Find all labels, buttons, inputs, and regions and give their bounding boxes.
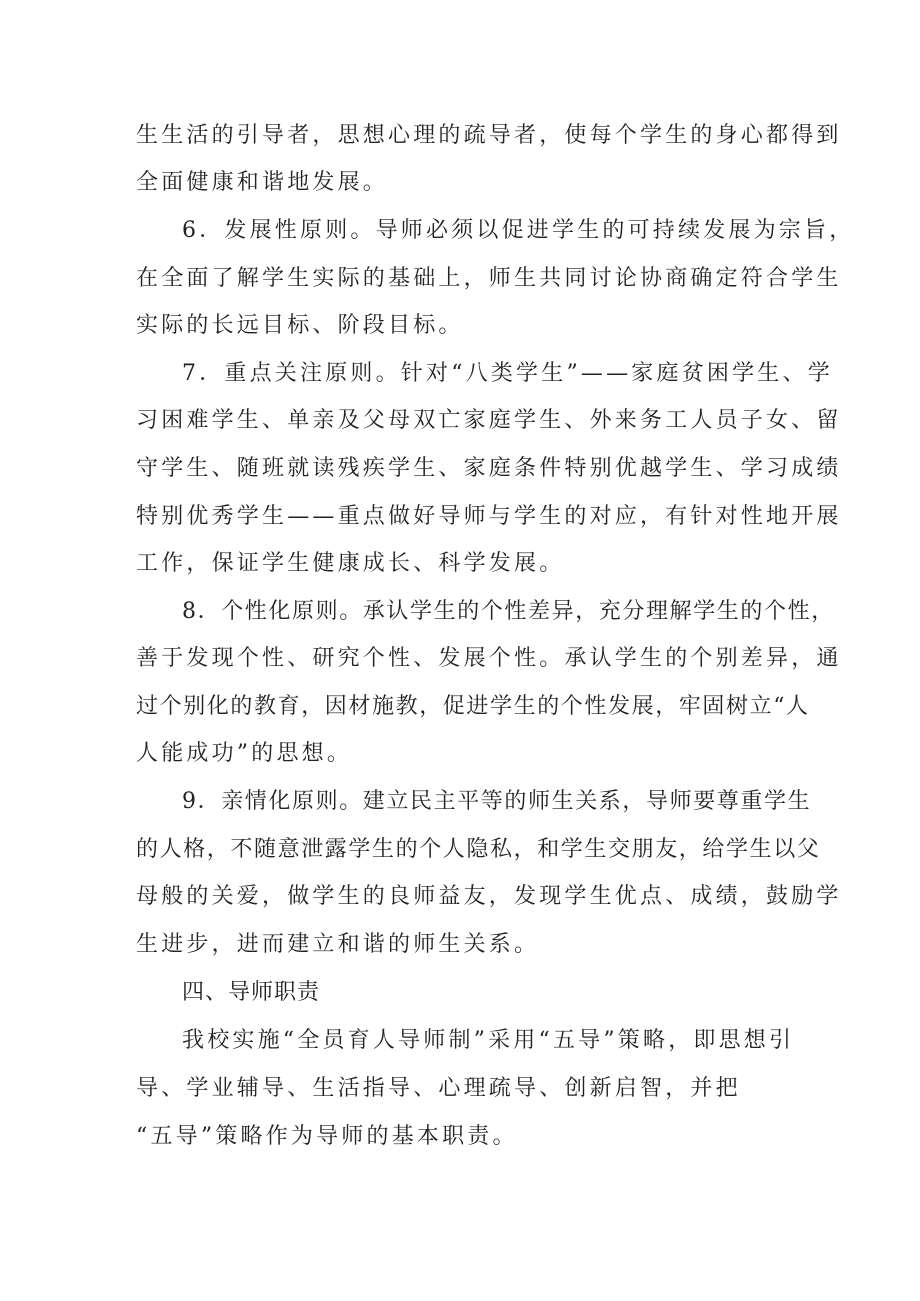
paragraph-6-start: 6．发展性原则。导师必须以促进学生的可持续发展为宗旨， bbox=[182, 218, 855, 243]
paragraph-8-start: 8．个性化原则。承认学生的个性差异，充分理解学生的个性， bbox=[182, 599, 835, 624]
text-line: 工作，保证学生健康成长、科学发展。 bbox=[136, 551, 565, 576]
section-heading: 四、导师职责 bbox=[182, 980, 321, 1005]
text-line: 在全面了解学生实际的基础上，师生共同讨论协商确定符合学生 bbox=[136, 266, 842, 291]
text-line: “五导”策略作为导师的基本职责。 bbox=[136, 1124, 518, 1149]
text-line: 全面健康和谐地发展。 bbox=[136, 170, 389, 195]
text-line: 的人格，不随意泄露学生的个人隐私，和学生交朋友，给学生以父 bbox=[136, 837, 821, 862]
text-line: 生生活的引导者，思想心理的疏导者，使每个学生的身心都得到 bbox=[136, 123, 842, 148]
section-paragraph-start: 我校实施“全员育人导师制”采用“五导”策略，即思想引 bbox=[182, 1028, 795, 1053]
text-line: 守学生、随班就读残疾学生、家庭条件特别优越学生、学习成绩 bbox=[136, 456, 842, 481]
paragraph-7-start: 7．重点关注原则。针对“八类学生”——家庭贫困学生、学 bbox=[182, 361, 833, 386]
text-line: 特别优秀学生——重点做好导师与学生的对应，有针对性地开展 bbox=[136, 504, 842, 529]
text-line: 人能成功”的思想。 bbox=[136, 741, 353, 766]
text-line: 生进步，进而建立和谐的师生关系。 bbox=[136, 932, 540, 957]
text-line: 实际的长远目标、阶段目标。 bbox=[136, 313, 464, 338]
text-line: 母般的关爱，做学生的良师益友，发现学生优点、成绩，鼓励学 bbox=[136, 884, 842, 909]
paragraph-9-start: 9．亲情化原则。建立民主平等的师生关系，导师要尊重学生 bbox=[182, 789, 812, 814]
text-line: 善于发现个性、研究个性、发展个性。承认学生的个别差异，通 bbox=[136, 646, 842, 671]
text-line: 过个别化的教育，因材施教，促进学生的个性发展，牢固树立“人 bbox=[136, 694, 810, 719]
text-line: 习困难学生、单亲及父母双亡家庭学生、外来务工人员子女、留 bbox=[136, 408, 842, 433]
text-line: 导、学业辅导、生活指导、心理疏导、创新启智，并把 bbox=[136, 1076, 741, 1101]
